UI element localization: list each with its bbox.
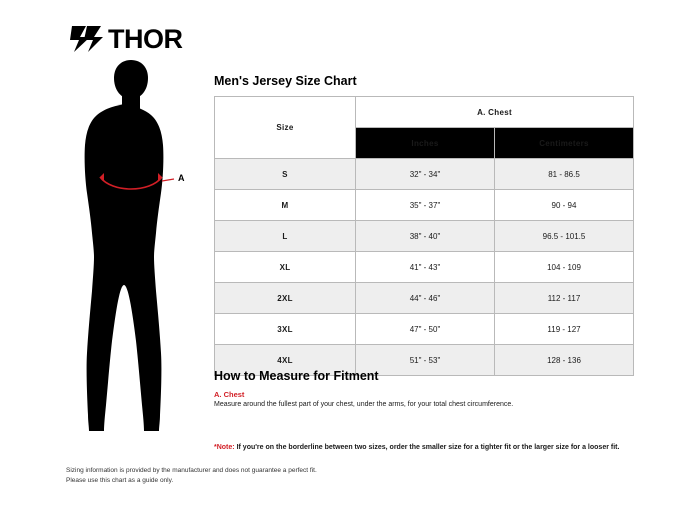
brand-name: THOR [108,23,183,54]
column-header-centimeters: Centimeters [495,128,634,159]
disclaimer [66,466,317,487]
cell-inches: 35" - 37" [356,190,495,221]
cell-inches: 47" - 50" [356,314,495,345]
table-row [215,221,634,252]
column-header-inches: Inches [356,128,495,159]
cell-size: S [215,159,356,190]
cell-size: XL [215,252,356,283]
table-row [215,190,634,221]
disclaimer-line-1: Sizing information is provided by the manufacturer and does not guarantee a perfect fit. [66,467,317,474]
how-to-measure-title: How to Measure for Fitment [214,369,379,383]
chest-measure-marker: A [178,173,185,183]
column-header-size: Size [215,97,356,159]
sizing-note [214,444,619,451]
cell-centimeters: 128 - 136 [495,345,634,376]
size-chart-table [214,96,634,376]
table-header [215,97,634,159]
cell-centimeters: 90 - 94 [495,190,634,221]
sizing-note-text: If you're on the borderline between two sizes, order the smaller size for a tighter fit or the larger size for a looser fit. [236,444,620,451]
brand-logo [70,24,183,54]
cell-centimeters: 104 - 109 [495,252,634,283]
table-row [215,252,634,283]
cell-centimeters: 81 - 86.5 [495,159,634,190]
body-figure-illustration [66,60,196,450]
cell-inches: 44" - 46" [356,283,495,314]
table-row [215,314,634,345]
cell-inches: 51" - 53" [356,345,495,376]
sizing-note-lead: *Note: [214,444,235,451]
cell-size: 4XL [215,345,356,376]
thor-bolt-icon [70,24,104,54]
cell-size: M [215,190,356,221]
cell-centimeters: 96.5 - 101.5 [495,221,634,252]
table-header-row-group [215,97,634,128]
how-to-measure-body: Measure around the fullest part of your chest, under the arms, for your total chest circumference. [214,401,514,408]
cell-inches: 41" - 43" [356,252,495,283]
disclaimer-line-2: Please use this chart as a guide only. [66,477,174,485]
table-row [215,283,634,314]
cell-inches: 32" - 34" [356,159,495,190]
cell-centimeters: 112 - 117 [495,283,634,314]
how-to-measure-subtitle: A. Chest [214,390,245,399]
cell-size: 2XL [215,283,356,314]
column-header-chest-group: A. Chest [356,97,634,128]
cell-size: L [215,221,356,252]
cell-size: 3XL [215,314,356,345]
page-title: Men's Jersey Size Chart [214,74,357,88]
table-row [215,159,634,190]
table-body [215,159,634,376]
cell-inches: 38" - 40" [356,221,495,252]
cell-centimeters: 119 - 127 [495,314,634,345]
